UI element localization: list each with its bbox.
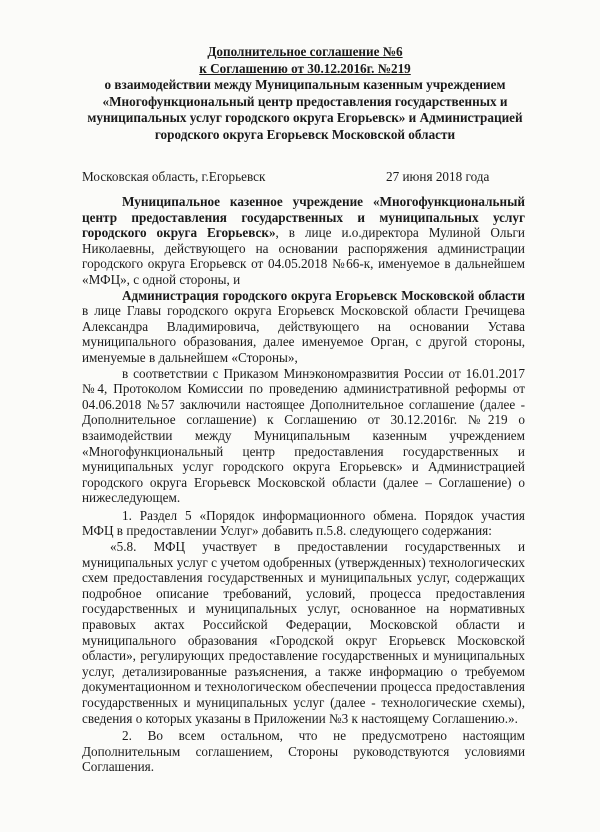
document-title bbox=[70, 44, 540, 143]
mfc-name: Муниципальное казенное учреждение «Многофункциональный центр предоставления государственных и муниципальных услуг городского округа Егорьевск» bbox=[82, 194, 525, 241]
title-line-5: муниципальных услуг городского округа Егорьевск» и Администрацией bbox=[87, 110, 523, 125]
place-text: Московская область, г.Егорьевск bbox=[82, 169, 266, 184]
paragraph-mfc bbox=[82, 194, 525, 288]
paragraph-clause-1: 1. Раздел 5 «Порядок информационного обмена. Порядок участия МФЦ в предоставлении Услуг» добавить п.5.8. следующего содержания: bbox=[82, 507, 525, 539]
title-line-6: городского округа Егорьевск Московской области bbox=[154, 126, 456, 142]
title-line-1: Дополнительное соглашение №6 bbox=[207, 44, 403, 59]
title-line-3: о взаимодействии между Муниципальным казенным учреждением bbox=[104, 77, 506, 92]
date-text: 27 июня 2018 года bbox=[386, 169, 490, 184]
paragraph-basis: в соответствии с Приказом Минэкономразвития России от 16.01.2017 №4, Протоколом Комиссии по проведению административной реформы от 04.06.2018 №57 заключили настоящее Дополнительное соглашение (далее - Дополнительное соглашение) к Соглашению от 30.12.2016г. №219 о взаимодействии между Муниципальным казенным учреждением «Многофункциональный центр предоставления государственных и муниципальных услуг городского округа Егорьевск» и Администрацией городского округа Егорьевск Московской области (далее – Соглашение) о нижеследующем. bbox=[82, 365, 525, 506]
paragraph-administration bbox=[82, 288, 525, 366]
title-line-2: к Соглашению от 30.12.2016г. №219 bbox=[199, 60, 411, 76]
title-line-4: «Многофункциональный центр предоставления государственных и bbox=[102, 93, 508, 109]
administration-name: Администрация городского округа Егорьевск Московской области bbox=[122, 287, 525, 303]
paragraph-clause-2: 2. Во всем остальном, что не предусмотрено настоящим Дополнительным соглашением, Стороны руководствуются условиями Соглашения. bbox=[82, 728, 525, 775]
paragraph-clause-5-8: «5.8. МФЦ участвует в предоставлении государственных и муниципальных услуг с учетом одобренных (утвержденных) технологических схем предоставления государственных и муниципальных услуг, содержащих подробное описание требований, условий, процесса предоставления государственных и муниципальных услуг, основанное на нормативных правовых актах Российской Федерации, Московской области и муниципального образования «Городской округ Егорьевск Московской области», регулирующих предоставление государственных и муниципальных услуг, детализированные разъяснения, а также информацию о требуемом документационном и технологическом обеспечении процесса предоставления государственных и муниципальных услуг (далее - технологические схемы), сведения о которых указаны в Приложении №3 к настоящему Соглашению.». bbox=[82, 539, 525, 726]
mfc-details: , в лице и.о.директора Мулиной Ольги Николаевны, действующего на основании распоряжения администрации городского округа Егорьевск от 04.05.2018 №66-к, именуемое в дальнейшем «МФЦ», с одной стороны, и bbox=[82, 225, 525, 287]
administration-details: в лице Главы городского округа Егорьевск Московской области Гречищева Александра Владимировича, действующего на основании Устава муниципального образования, далее именуемое Орган, с другой стороны, именуемые в дальнейшем «Стороны», bbox=[82, 303, 525, 365]
document-body bbox=[82, 194, 525, 775]
